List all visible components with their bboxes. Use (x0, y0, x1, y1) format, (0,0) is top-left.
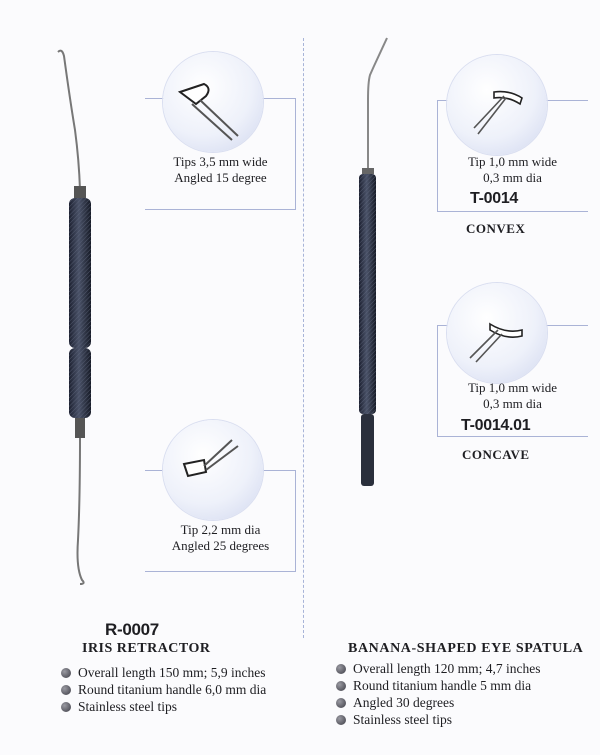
feature-item: Angled 30 degrees (333, 694, 540, 711)
tip-bottom-caption-line2: Angled 25 degrees (171, 538, 270, 553)
concave-caption-line1: Tip 1,0 mm wide (467, 380, 558, 395)
iris-retractor-features (58, 664, 266, 715)
feature-item: Round titanium handle 6,0 mm dia (58, 681, 266, 698)
feature-item: Stainless steel tips (333, 711, 540, 728)
eye-spatula-name: BANANA-SHAPED EYE SPATULA (348, 641, 584, 656)
concave-code: T-0014.01 (461, 417, 531, 434)
concave-label: CONCAVE (462, 447, 530, 462)
iris-retractor-code: R-0007 (105, 620, 159, 639)
tip-top-caption-line1: Tips 3,5 mm wide (173, 154, 268, 169)
concave-caption (440, 380, 585, 412)
convex-code: T-0014 (470, 190, 519, 207)
tip-bottom-caption-line1: Tip 2,2 mm dia (180, 522, 261, 537)
convex-label: CONVEX (466, 221, 526, 236)
iris-retractor-name: IRIS RETRACTOR (82, 641, 211, 656)
concave-caption-line2: 0,3 mm dia (483, 396, 542, 411)
feature-item: Overall length 120 mm; 4,7 inches (333, 660, 540, 677)
feature-item: Overall length 150 mm; 5,9 inches (58, 664, 266, 681)
convex-caption-line1: Tip 1,0 mm wide (467, 154, 558, 169)
feature-item: Stainless steel tips (58, 698, 266, 715)
convex-caption-line2: 0,3 mm dia (483, 170, 542, 185)
eye-spatula-features (333, 660, 540, 728)
feature-item: Round titanium handle 5 mm dia (333, 677, 540, 694)
tip-top-caption-line2: Angled 15 degree (174, 170, 267, 185)
